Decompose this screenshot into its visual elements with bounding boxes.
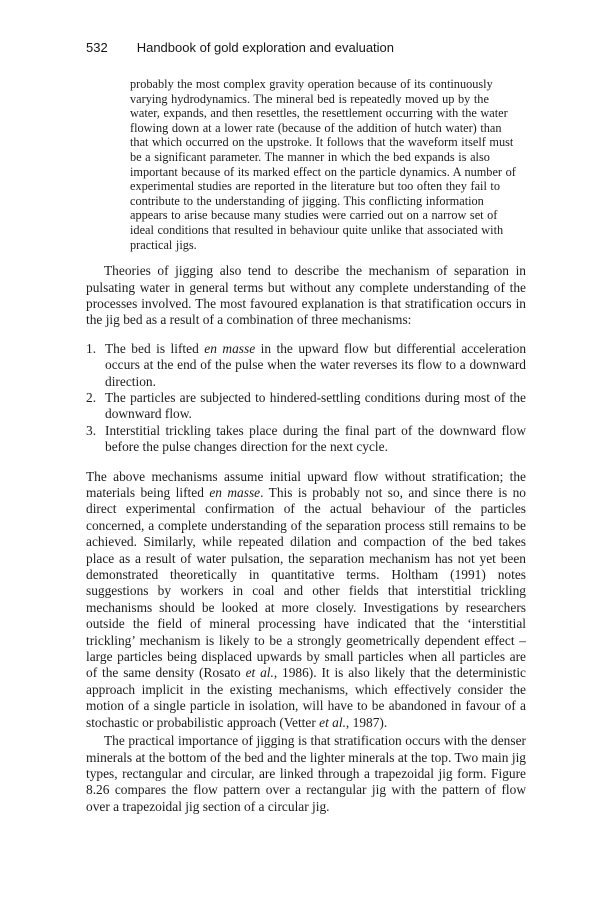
list-item-2: [86, 390, 526, 423]
paragraph-mechanisms: The above mechanisms assume initial upward flow without stratification; the materials being lifted en masse. This is probably not so, and since there is no direct experimental confirmation of the actual behaviour of the particles concerned, a complete understanding of the separation process still remains to be achieved. Similarly, while repeated dilation and compaction of the bed takes place as a result of water pulsation, the separation mechanism has not yet been demonstrated theoretically in quantitative terms. Holtham (1991) notes suggestions by workers in coal and other fields that interstitial trickling mechanisms should be looked at more closely. Investigations by researchers outside the field of mineral processing have indicated that the ‘interstitial trickling’ mechanism is likely to be a strongly geometrically dependent effect – large particles being displaced upwards by small particles when all particles are of the same density (Rosato et al., 1986). It is also likely that the deterministic approach implicit in the existing mechanisms, which effectively consider the motion of a single particle in isolation, will have to be abandoned in favour of a stochastic or probabilistic approach (Vetter et al., 1987).: [86, 468, 526, 730]
paragraph-practical: The practical importance of jigging is that stratification occurs with the denser minerals at the bottom of the bed and the lighter minerals at the top. Two main jig types, rectangular and circular, are linked through a trapezoidal jig form. Figure 8.26 compares the flow pattern over a rectangular jig with the pattern of flow over a trapezoidal jig section of a circular jig.: [86, 733, 526, 814]
mechanism-list: [86, 341, 526, 456]
list-item-1: [86, 341, 526, 390]
list-item-number: 2.: [86, 389, 97, 405]
list-item-3: [86, 423, 526, 456]
list-item-number: 3.: [86, 422, 97, 438]
list-item-number: 1.: [86, 340, 97, 356]
list-item-text: The bed is lifted en masse in the upward flow but differential acceleration occurs at the end of the pulse when the water reverses its flow to a downward direction.: [105, 340, 527, 389]
page-number: 532: [86, 40, 108, 55]
running-title: Handbook of gold exploration and evaluation: [136, 40, 395, 55]
page-header: [86, 40, 526, 56]
paragraph-theories: Theories of jigging also tend to describe the mechanism of separation in pulsating water in general terms but without any complete understanding of the processes involved. The most favoured explanation is that stratification occurs in the jig bed as a result of a combination of three mechanisms:: [86, 263, 526, 328]
list-item-text: Interstitial trickling takes place during the final part of the downward flow before the pulse changes direction for the next cycle.: [105, 422, 526, 455]
list-item-text: The particles are subjected to hindered-settling conditions during most of the downward flow.: [105, 389, 526, 422]
block-quote: probably the most complex gravity operation because of its continuously varying hydrodynamics. The mineral bed is repeatedly moved up by the water, expands, and then resettles, the resettlement occurring with the water flowing down at a lower rate (because of the addition of hutch water) than that which occurred on the upstroke. It follows that the waveform itself must be a significant parameter. The manner in which the bed expands is also important because of its marked effect on the particle dynamics. A number of experimental studies are reported in the literature but too often they fail to contribute to the understanding of jigging. This conflicting information appears to arise because many studies were carried out on a narrow set of ideal conditions that resulted in behaviour quite unlike that associated with practical jigs.: [130, 77, 516, 252]
